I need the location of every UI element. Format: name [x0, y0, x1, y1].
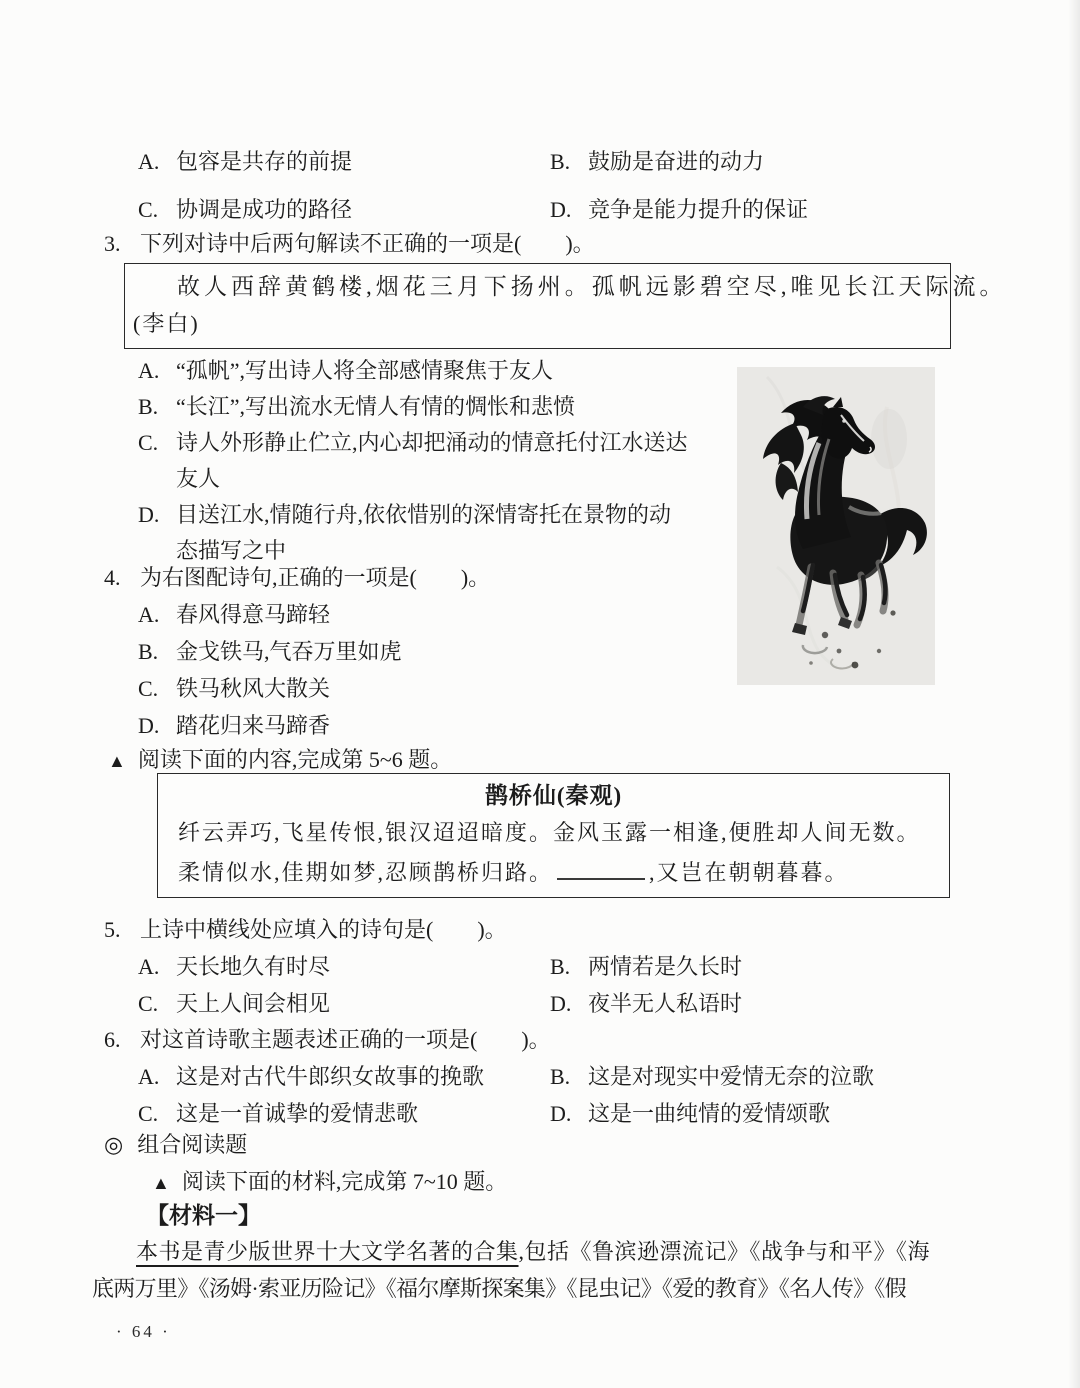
option-text: 这是对现实中爱情无奈的泣歌: [588, 1064, 875, 1089]
option-item-a: [138, 353, 756, 389]
option-label: A.: [138, 358, 160, 383]
option-item-c: [138, 670, 738, 707]
option-item-b: [138, 389, 756, 425]
option-text-line2: 态描写之中: [176, 538, 287, 563]
option-item-b: [138, 633, 738, 670]
intro-options: [138, 143, 998, 228]
option-item-b: [550, 948, 998, 985]
question-text: 下列对诗中后两句解读不正确的一项是( )。: [140, 231, 595, 256]
option-item-a: [138, 1058, 550, 1095]
underlined-text: 本书是青少版世界十大文学名著的合集: [136, 1239, 519, 1264]
option-text: 铁马秋风大散关: [176, 676, 331, 701]
quote-line: 故人西辞黄鹤楼,烟花三月下扬州。孤帆远影碧空尽,唯见长江天际流。: [177, 274, 1007, 299]
poem-line-1: 纤云弄巧,飞星传恨,银汉迢迢暗度。金风玉露一相逢,便胜却人间无数。: [178, 820, 921, 845]
option-item-c: [138, 985, 550, 1022]
option-label: B.: [138, 639, 159, 664]
option-text: 协调是成功的路径: [176, 197, 353, 222]
option-item-d: [550, 191, 998, 228]
option-label: D.: [550, 1101, 572, 1126]
section-combined-reading: [104, 1126, 247, 1163]
page-number: · 64 ·: [116, 1322, 171, 1341]
option-text: 夜半无人私语时: [588, 991, 743, 1016]
option-label: C.: [138, 676, 159, 701]
option-item-d: [550, 1095, 998, 1132]
option-label: C.: [138, 991, 159, 1016]
option-text: 包容是共存的前提: [176, 149, 353, 174]
option-label: B.: [550, 954, 571, 979]
option-label: A.: [138, 1064, 160, 1089]
option-item-a: [138, 143, 550, 180]
queqiaoxian-poem-box: [157, 773, 950, 898]
option-item-b: [550, 143, 998, 180]
answer-blank: [557, 862, 645, 880]
option-text: “孤帆”,写出诗人将全部感情聚焦于友人: [176, 358, 554, 383]
question-3-stem: [104, 225, 595, 262]
option-label: B.: [138, 394, 159, 419]
triangle-icon: ▲: [152, 1173, 170, 1193]
material-1-heading: 【材料一】: [146, 1202, 261, 1228]
instruction-text: 阅读下面的内容,完成第 5~6 题。: [137, 747, 453, 772]
triangle-icon: ▲: [108, 751, 126, 771]
option-text-line2: 友人: [176, 466, 221, 491]
option-text: 竞争是能力提升的保证: [588, 197, 809, 222]
option-text: “长江”,写出流水无情人有情的惆怅和悲愤: [176, 394, 576, 419]
option-text: 金戈铁马,气吞万里如虎: [176, 639, 402, 664]
option-text: [176, 425, 688, 497]
option-label: B.: [550, 149, 571, 174]
ink-horse-painting: [737, 367, 935, 685]
option-text: 天长地久有时尽: [176, 954, 331, 979]
material-1-paragraph: [92, 1233, 992, 1307]
question-6-options: [138, 1058, 998, 1132]
horse-ink-painting-svg: [737, 367, 935, 685]
question-number: 6.: [104, 1027, 121, 1052]
option-label: C.: [138, 197, 159, 222]
material-line-1: [92, 1233, 992, 1270]
question-4-stem: [104, 559, 490, 596]
question-3-options: [138, 353, 756, 569]
option-label: D.: [138, 713, 160, 738]
option-item-d: [550, 985, 998, 1022]
option-item-c: [138, 425, 756, 497]
material-line-1-rest: ,包括《鲁滨逊漂流记》《战争与和平》《海: [518, 1239, 931, 1264]
option-label: D.: [550, 991, 572, 1016]
option-label: B.: [550, 1064, 571, 1089]
option-item-c: [138, 191, 550, 228]
poem-line-2-after: ,又岂在朝朝暮暮。: [649, 860, 849, 885]
question-text: 上诗中横线处应填入的诗句是( )。: [140, 917, 507, 942]
option-item-a: [138, 948, 550, 985]
question-4-options: [138, 596, 738, 744]
double-circle-icon: ◎: [104, 1132, 124, 1157]
poem-line-2-before: 柔情似水,佳期如梦,忍顾鹊桥归路。: [178, 860, 554, 885]
option-text: 鼓励是奋进的动力: [588, 149, 765, 174]
option-text: 天上人间会相见: [176, 991, 331, 1016]
option-item-a: [138, 596, 738, 633]
option-label: A.: [138, 954, 160, 979]
section-title: 组合阅读题: [137, 1132, 248, 1157]
option-text-line1: 诗人外形静止伫立,内心却把涌动的情意托付江水送达: [176, 430, 688, 455]
option-item-b: [550, 1058, 998, 1095]
option-label: A.: [138, 149, 160, 174]
option-label: C.: [138, 1101, 159, 1126]
option-text: 踏花归来马蹄香: [176, 713, 331, 738]
question-6-stem: [104, 1021, 551, 1058]
scan-edge-shadow: [1068, 0, 1080, 1388]
option-label: A.: [138, 602, 160, 627]
question-number: 5.: [104, 917, 121, 942]
option-label: D.: [138, 502, 160, 527]
question-number: 3.: [104, 231, 121, 256]
question-text: 为右图配诗句,正确的一项是( )。: [140, 565, 491, 590]
option-text: 春风得意马蹄轻: [176, 602, 331, 627]
quote-author: (李白): [133, 311, 200, 336]
question-5-options: [138, 948, 998, 1022]
question-text: 对这首诗歌主题表述正确的一项是( )。: [140, 1027, 551, 1052]
option-text: 这是一首诚挚的爱情悲歌: [176, 1101, 419, 1126]
question-5-stem: [104, 911, 507, 948]
material-line-2: 底两万里》《汤姆·索亚历险记》《福尔摩斯探案集》《昆虫记》《爱的教育》《名人传》《假: [92, 1276, 906, 1301]
option-label: C.: [138, 430, 159, 455]
poem-title: 鹊桥仙(秦观): [484, 783, 623, 808]
option-text: 这是对古代牛郎织女故事的挽歌: [176, 1064, 485, 1089]
option-text: 这是一曲纯情的爱情颂歌: [588, 1101, 831, 1126]
poem-line-2: [178, 853, 929, 893]
question-number: 4.: [104, 565, 121, 590]
instruction-text: 阅读下面的材料,完成第 7~10 题。: [181, 1169, 508, 1194]
option-label: D.: [550, 197, 572, 222]
option-item-d: [138, 707, 738, 744]
option-text-line1: 目送江水,情随行舟,依依惜别的深情寄托在景物的动: [176, 502, 672, 527]
li-bai-quote-box: [124, 263, 1007, 349]
option-text: 两情若是久长时: [588, 954, 743, 979]
